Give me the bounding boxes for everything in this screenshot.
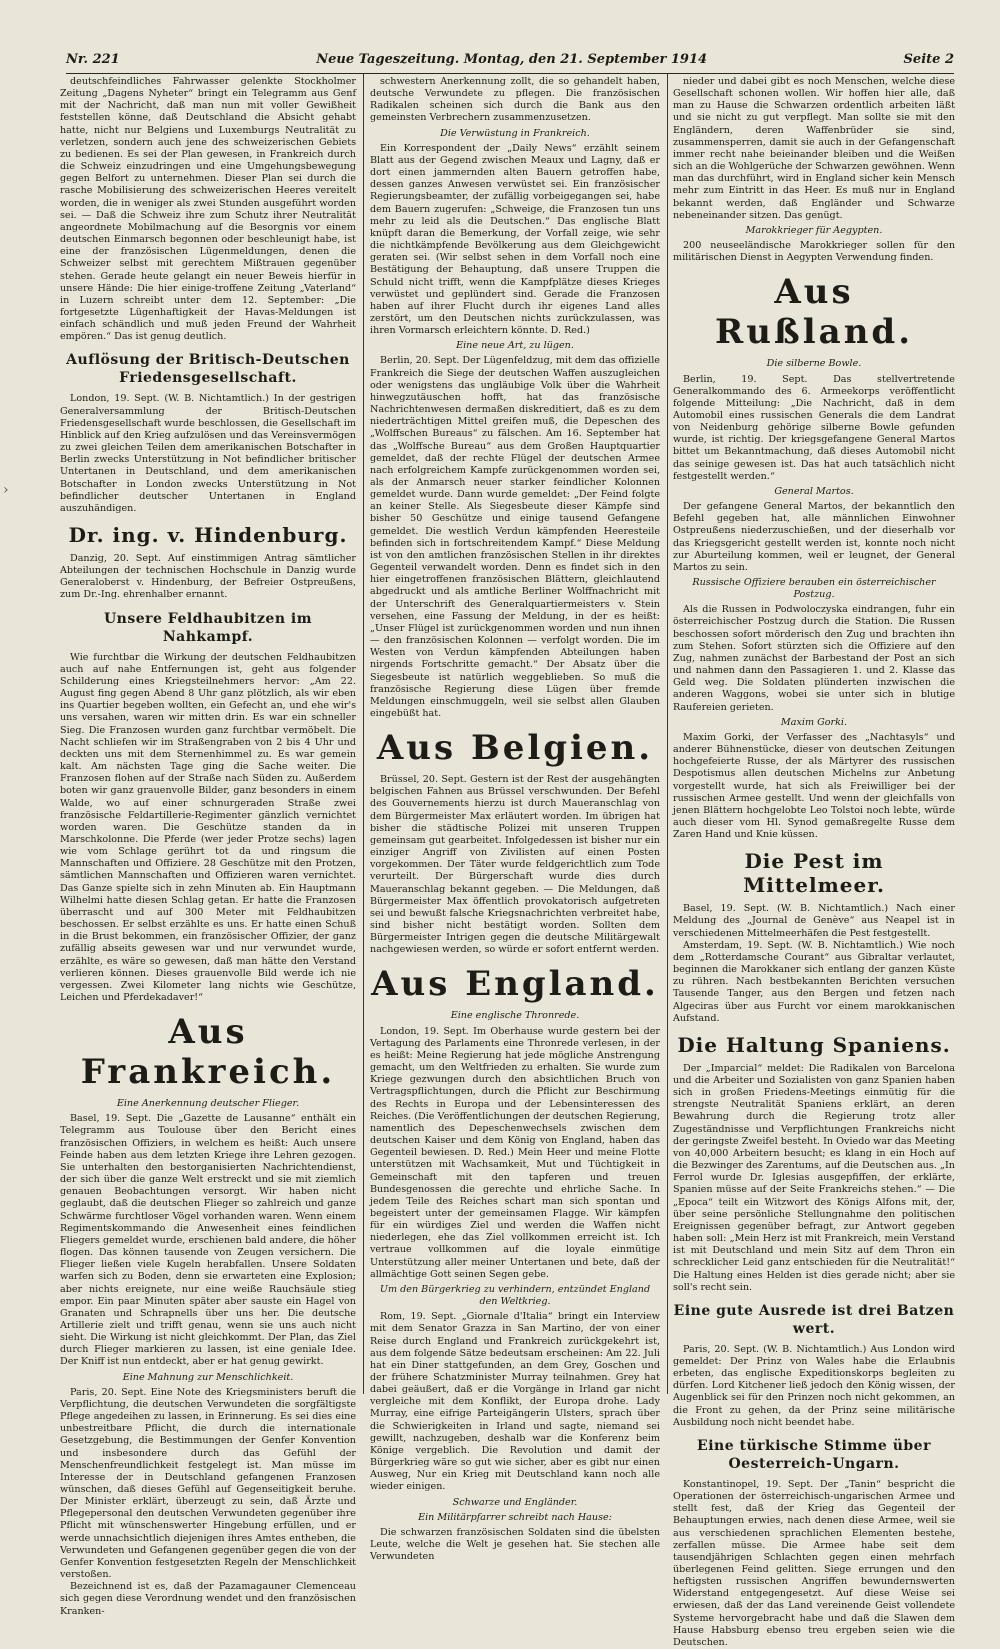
article-text: Ein Korrespondent der „Daily News“ erzählt seinem Blatt aus der Gegend zwischen Meaux und Lagny, daß er dort einen jammernden alten Bauern getroffen habe, dessen ganzes Anwesen verwüstet sei. Ein französischer Regierungsbeamter, der zufällig vorbeigegangen sei, habe dem Bauern zugerufen: „Schweige, die Franzosen tun uns mehr zu leid als die Deutschen.“ Das englische Blatt knüpft daran die Bemerkung, der Vorfall zeige, wie sehr die nichtkämpfende Bevölkerung aus dem Gleichgewicht geraten sei. (Wir selbst sehen in dem Vorfall noch eine Bestätigung der Behauptung, daß unsere Truppen die Schuld nicht trifft, wenn die Kampfplätze dieses Krieges verwüstet und geplündert sind. Gerade die Franzosen haben auf ihrer Flucht durch ihr eigenes Land alles zerstört, um den Deutschen nichts zurückzulassen, was ihren Vormarsch erleichtern könnte. D. Red.) — [370, 142, 660, 337]
article-text: Basel, 19. Sept. Die „Gazette de Lausanne“ enthält ein Telegramm aus Toulouse über den Bericht eines französischen Offiziers, in welchem es heißt: Auch unsere Feinde haben aus dem letzten Kriege ihre Lehren gezogen. Sie unterhalten den bestorganisierten Nachrichtendienst, der sich über die ganze Welt erstreckt und sie mit ziemlich genauen Beobachtungen versorgt. Wir haben nicht geglaubt, daß die deutschen Flieger so zahlreich und ganze Schwärme furchtloser Vögel vorhanden waren. Wenn einem Regimentskommando die Anwesenheit eines feindlichen Fliegers gemeldet wurde, erschienen bald andere, die höher flogen. Das können tausende von Zeugen versichern. Die Flieger ließen viele Kugeln herabfallen. Unsere Soldaten warfen sich zu Boden, denn sie erwarteten eine Explosion; aber nichts ereignete, nur eine weiße Rauchsäule stieg empor. Ein paar Minuten später aber sauste ein Hagel von Granaten und Schrapnells über uns her. Die deutsche Artillerie zielt und trifft genau, wenn sie uns auch nicht sieht. Die Wirkung ist nicht gleichkommt. Der Plan, das Ziel durch Flieger markieren zu lassen, ist eine geniale Idee. Der Kniff ist nun entdeckt, aber er hat genug gewirkt. — [60, 1113, 356, 1368]
headline-pest: Die Pest im Mittelmeer. — [743, 849, 885, 898]
article-text: Der „Imparcial“ meldet: Die Radikalen von Barcelona und die Arbeiter und Sozialisten von ganz Spanien haben sich in großen Friedens-Meetings einmütig für die strengste Neutralität Spaniens erklärt, an deren Bewahrung durch die Regierung trotz aller Zugeständnisse und Verpflichtungen Frankreichs nicht der geringste Zweifel besteht. In Oviedo war das Meeting von 40,000 Arbeitern besucht; es klang in ein Hoch auf die Bezwinger des Zarentums, auf die Deutschen aus. „In Ferrol wurde Dr. Iglesias ausgepfiffen, der erklärte, Spanien müsse auf der Seite Frankreichs stehen.“ — Die „Epoca“ teilt ein Witzwort des Königs Alfons mit, der, über seine persönliche Stellungnahme den politischen Ereignissen gegenüber befragt, zur Antwort gegeben haben soll: „Mein Herz ist mit Frankreich, mein Verstand ist mit Deutschland und mein Sitz auf dem Thron ein schrecklicher Leid ganz entschieden für die Neutralität!“ Die Haltung eines Helden ist dies gerade nicht; aber sie soll's recht sein. — [673, 1062, 955, 1293]
subheading: Ein Militärpfarrer schreibt nach Hause: — [418, 1511, 612, 1523]
issue-number: Nr. 221 — [66, 52, 120, 67]
subheading: Um den Bürgerkrieg zu verhindern, entzündet England den Weltkrieg. — [379, 1283, 651, 1308]
headline-feldhaubitzen: Unsere Feldhaubitzen im Nahkampf. — [103, 610, 313, 645]
article-text: London, 19. Sept. (W. B. Nichtamtlich.) In der gestrigen Generalversammlung der Britisch-Deutschen Friedensgesellschaft wurde beschlossen, die Gesellschaft im Hinblick auf den Krieg aufzulösen und das Vereinsvermögen zu zwei gleichen Teilen dem amerikanischen Botschafter in Berlin zwecks Unterstützung in Not befindlicher britischer Untertanen in Deutschland, und dem amerikanischen Botschafter in London zwecks Unterstützung in Not befindlicher deutscher Untertanen in England auszuhändigen. — [60, 393, 356, 514]
headline-aufloesung: Auflösung der Britisch-Deutschen Friedensgesellschaft. — [66, 352, 350, 387]
article-text: Berlin, 20. Sept. Der Lügenfeldzug, mit dem das offizielle Frankreich die Siege der deutschen Waffen auszugleichen oder wenigstens das ungläubige Volk über die Wahrheit hinwegzutäuschen hofft, hat das französische Nachrichtenwesen dermaßen diskreditiert, daß es zu dem niederträchtigen Mittel greifen muß, die Depeschen des „Wolffschen Bureaus“ zu fälschen. Am 16. September hat das „Wolffsche Bureau“ aus dem Großen Hauptquartier gemeldet, daß der rechte Flügel der deutschen Armee nach erfolgreichem Kampfe zurückgenommen worden sei, als der Anmarsch neuer starker feindlicher Kolonnen gemeldet wurde. Dann wurde gemeldet: „Der Feind folgte an keiner Stelle. Als Siegesbeute dieser Kämpfe sind bisher 50 Geschütze und einige tausend Gefangene gemeldet. Die westlich Verdun kämpfenden Heeresteile befinden sich in fortschreitendem Kampf.“ Diese Meldung ist von den amtlichen französischen Stellen in ihr direktes Gegenteil verwandelt worden. Denn es findet sich in den hier eingetroffenen französischen Blättern, gleichlautend abgedruckt und als amtliche Berliner Wolffnachricht mit der Unterschrift des Generalquartiermeisters v. Stein versehen, eine Fassung der Meldung, in der es heißt: „Unser Flügel ist zurückgenommen worden und nun ihnen — den französischen Kolonnen — verfolgt worden. Die im Westen von Verdun kämpfenden Abteilungen haben nirgends Fortschritte gemacht.“ Der Absatz über die Siegesbeute ist natürlich weggeblieben. So muß die französische Regierung diese Lügen über fremde Meldungen einschmuggeln, weil sie selbst allen Glauben eingebüßt hat. — [370, 355, 660, 719]
page-header — [66, 52, 954, 74]
subheading: Maxim Gorki. — [780, 716, 848, 728]
article-text: Konstantinopel, 19. Sept. Der „Tanin“ bespricht die Operationen der österreichisch-ungarischen Armee und stellt fest, daß der Krieg das Gegenteil der Behauptungen erwies, nach denen diese Armee, weil sie aus verschiedenen sprachlichen Elementen bestehe, zerfallen müsse. Die Armee habe seit dem tausendjährigen Schlachten gegen einen mehrfach überlegenen Feind gelitten. Siege errungen und den heftigsten russischen Angriffen bewundernswerten Widerstand entgegengesetzt. Auf diese Weise sei erwiesen, daß der das Land vereinende Geist vollendete Systeme hervorgebracht habe und daß die Slawen dem Hause Habsburg ebenso treu ergeben seien wie die Deutschen. — [673, 1478, 955, 1648]
column-3 — [673, 76, 955, 1648]
article-text: Die schwarzen französischen Soldaten sind die übelsten Leute, welche die Welt je gesehen hat. Sie stechen alle Verwundeten — [370, 1526, 660, 1563]
subheading: Die silberne Bowle. — [766, 358, 862, 370]
newspaper-title-date: Neue Tageszeitung. Montag, den 21. September 1914 — [316, 52, 708, 67]
headline-spanien: Die Haltung Spaniens. — [677, 1032, 951, 1057]
headline-hindenburg: Dr. ing. v. Hindenburg. — [68, 523, 348, 547]
subheading: General Martos. — [774, 485, 854, 497]
subheading: Eine englische Thronrede. — [450, 1010, 580, 1022]
column-divider — [363, 74, 364, 1394]
article-text: Als die Russen in Podwoloczyska eindrangen, fuhr ein österreichischer Postzug durch die Station. Die Russen beschossen sofort mörderisch den Zug und brachten ihn zum Stehen. Sofort stürzten sich die Offiziere auf den Zug, nahmen zunächst der Barbestand der Post an sich und nahmen dann den Passagieren 1. und 2. Klasse das Geld weg. Die Soldaten plünderten inzwischen die anderen Waggons, wobei sie unter sich in blutige Raufereien gerieten. — [673, 604, 955, 713]
article-text: Bezeichnend ist es, daß der Pazamagauner Clemenceau sich gegen diese Verordnung wendet und den französischen Kranken- — [60, 1581, 356, 1617]
article-text: deutschfeindliches Fahrwasser gelenkte Stockholmer Zeitung „Dagens Nyheter“ bringt ein Telegramm aus Genf mit der Nachricht, daß man nun mit voller Gewißheit feststellen könne, daß Deutschland die Absicht gehabt hatte, nicht nur Belgiens und Luxemburgs Neutralität zu verletzen, sondern auch jene des schweizerischen Gebiets zu bedienen. Es sei der Plan gewesen, in Frankreich durch die Schweiz einzudringen und eine Umgehungsbewegung gegen Belfort zu unternehmen. Dieser Plan sei durch die rasche Mobilisierung des schweizerischen Heeres vereitelt worden, die in weniger als zwei Stunden ausgeführt worden sei. — Daß die Schweiz ihre zum Schutz ihrer Neutralität angeordnete Mobilmachung auf die Besorgnis vor einem deutschen Einmarsch begonnen oder beschleunigt habe, ist eine der französischen Lügenmeldungen, denen die Schweizer selbst mit gerechtem Mißtrauen gegenüber stehen. Gerade heute gelangt ein neuer Beweis hierfür in unsere Hände: Die hier einige-troffene Zeitung „Vaterland“ in Luzern schreibt unter dem 12. September: „Die fortgesetzte Lügenhaftigkeit der Havas-Meldungen ist einfach schändlich und muß jeden Freund der Wahrheit empören.“ Das ist genug deutlich. — [60, 76, 356, 343]
article-text: Danzig, 20. Sept. Auf einstimmigen Antrag sämtlicher Abteilungen der technischen Hochschule in Danzig wurde Generaloberst v. Hindenburg, der Befreier Ostpreußens, zum Dr.-Ing. ehrenhalber ernannt. — [60, 553, 356, 601]
article-text: Paris, 20. Sept. (W. B. Nichtamtlich.) Aus London wird gemeldet: Der Prinz von Wales habe die Erlaubnis erbeten, das englische Expeditionskorps begleiten zu dürfen. Lord Kitchener ließ jedoch den König wissen, der Augenblick sei für den Prinzen noch nicht gekommen, an die Front zu gehen, da der Prinz seine militärische Ausbildung noch nicht beendet habe. — [673, 1343, 955, 1428]
subheading: Eine Mahnung zur Menschlichkeit. — [122, 1371, 294, 1383]
column-1 — [60, 76, 356, 1617]
subheading: Schwarze und Engländer. — [452, 1496, 578, 1508]
page-number: Seite 2 — [903, 52, 954, 67]
article-text: Paris, 20. Sept. Eine Note des Kriegsministers beruft die Verpflichtung, die deutschen Verwundeten die sorgfältigste Pflege angedeihen zu lassen, in Erinnerung. Es sei dies eine unbestreitbare Pflicht, die durch die internationale Gesetzgebung, die Bestimmungen der Genfer Konvention und insbesondere durch das Gefühl der Menschenfreundlichkeit festgelegt ist. Man müsse im Interesse der in Deutschland gefangenen Franzosen wünschen, daß dieses Gefühl auf Gegenseitigkeit beruhe. Der Minister erklärt, überzeugt zu sein, daß Ärzte und Pflegepersonal den deutschen Verwundeten gegenüber ihre Pflicht mit wünschenswerter Hingebung erfüllen, und er werde unnachsichtlich diejenigen ihres Amtes entheben, die Verwundeten und Gefangenen gegenüber gegen die von der Genfer Konvention festgesetzten Regeln der Menschlichkeit verstoßen. — [60, 1386, 356, 1581]
headline-belgien: Aus Belgien. — [376, 728, 654, 769]
article-text: Basel, 19. Sept. (W. B. Nichtamtlich.) Nach einer Meldung des „Journal de Genève“ aus Neapel ist in verschiedenen Mittelmeerhäfen die Pest festgestellt. — [673, 903, 955, 939]
headline-england: Aus England. — [371, 964, 659, 1005]
article-text: schwestern Anerkennung zollt, die so gehandelt haben, deutsche Verwundete zu pflegen. Die französischen Radikalen scheinen sich durch die Bank aus den gemeinsten Verbrechern zusammenzusetzen. — [370, 76, 660, 124]
article-text: Brüssel, 20. Sept. Gestern ist der Rest der ausgehängten belgischen Fahnen aus Brüssel verschwunden. Der Befehl des Gouvernements hierzu ist durch Maueranschlag von dem Bürgermeister Max erläutert worden. Im übrigen hat bisher die städtische Polizei mit unseren Truppen gemeinsam gut gearbeitet. Infolgedessen ist bisher nur ein einziger Angriff von Zivilisten auf einen Posten vorgekommen. Der Täter wurde feldgerichtlich zum Tode verurteilt. Der Bürgerschaft wurde dies durch Maueranschlag bekannt gegeben. — Die Meldungen, daß Bürgermeister Max öffentlich provokatorisch aufgetreten sei und bewußt falsche Kriegsnachrichten verbreitet habe, sind bisher nicht bestätigt worden. Sollten dem Bürgermeister Intrigen gegen die deutsche Militärgewalt nachgewiesen werden, so würde er sofort entfernt werden. — [370, 774, 660, 956]
header-rule — [66, 73, 954, 74]
article-text: 200 neuseeländische Marokkrieger sollen für den militärischen Dienst in Aegypten Verwendung finden. — [673, 240, 955, 264]
subheading: Eine neue Art, zu lügen. — [456, 340, 574, 352]
article-text: nieder und dabei gibt es noch Menschen, welche diese Gesellschaft schonen wollen. Wir hoffen hier alle, daß man zu Hause die Schwarzen ordentlich arbeiten läßt und sie nicht zu gut verpflegt. Man sollte sie mit den Engländern, deren Waffenbrüder sie sind, zusammensperren, damit sie auch in der Gefangenschaft immer recht nahe beieinander bleiben und die Weißen sich an die Wohlgerüche der Schwarzen gewöhnen. Wenn man das durchführt, wird in England sicher kein Mensch mehr zum Eintritt in das Heer. Es muß nur in England bekannt werden, daß Engländer und Schwarze nebeneinander sitzen. Das genügt. — [673, 76, 955, 221]
article-text: Der gefangene General Martos, der bekanntlich den Befehl gegeben hat, alle männlichen Einwohner Ostpreußens niederzuschießen, und der dieserhalb vor das Kriegsgericht gestellt werden ist, konnte noch nicht zur Aburteilung kommen, weil er leugnet, der General Martos zu sein. — [673, 501, 955, 573]
article-text: Rom, 19. Sept. „Giornale d'Italia“ bringt ein Interview mit dem Senator Grazza in San Martino, der von einer Reise durch England und Frankreich zurückgekehrt ist, aus dem folgende Sätze bedeutsam erscheinen: Am 22. Juli hat ein Diner stattgefunden, an dem Grey, Goschen und der frühere Schatzminister Murray teilnahmen. Grey hat dabei geäußert, daß er die Vorgänge in Irland gar nicht vergleiche mit dem Konflikt, der Europa drohe. Lady Murray, eine eifrige Parteigängerin Ulsters, sprach über die Schwierigkeiten in Irland und sagte, niemand sei gewillt, nachzugeben, deshalb war die Konferenz beim Könige vergeblich. Die Revolution und damit der Bürgerkrieg wäre so gut wie sicher, aber es gibt nur einen Ausweg, Nur ein Krieg mit Deutschland kann noch alle wieder einigen. — [370, 1311, 660, 1493]
article-text: Maxim Gorki, der Verfasser des „Nachtasyls“ und anderer Bühnenstücke, dieser von deutschen Zeitungen hochgefeierte Russe, der als Märtyrer des russischen Despotismus allen deutschen Michelns zur Anbetung vorgestellt wurde, hat sich als Freiwilliger bei der russischen Armee gestellt. Und wenn der gleichfalls von jenen Blättern hochgelobte Leo Tolstoi noch lebte, würde auch dieser vom Hl. Synod gemaßregelte Russe dem Zaren Hand und Knie küssen. — [673, 731, 955, 841]
headline-russland: Aus Rußland. — [714, 272, 914, 353]
headline-frankreich: Aus Frankreich. — [80, 1012, 336, 1093]
subheading: Die Verwüstung in Frankreich. — [440, 127, 590, 139]
subheading: Russische Offiziere berauben ein österreichischer Postzug. — [692, 577, 936, 601]
headline-ausrede: Eine gute Ausrede ist drei Batzen wert. — [673, 1302, 955, 1337]
headline-tuerkisch: Eine türkische Stimme über Oesterreich-Ungarn. — [697, 1437, 931, 1472]
article-text: London, 19. Sept. Im Oberhause wurde gestern bei der Vertagung des Parlaments eine Thronrede verlesen, in der es heißt: Meine Regierung hat jede mögliche Anstrengung gemacht, um den Weltfrieden zu erhalten. Sie wurde zum Kriege gezwungen durch den absichtlichen Bruch von Vertragspflichtungen, durch die Pflicht zur Beschirmung des Rechts in Europa und der Lebensinteressen des Reiches. (Die Veröffentlichungen der deutschen Regierung, namentlich des Depeschenwechsels zwischen dem deutschen Kaiser und dem König von England, haben das Gegenteil bewiesen. D. Red.) Mein Heer und meine Flotte unterstützen mit Wachsamkeit, Mut und Tüchtigkeit in Gemeinschaft mit den tapferen und treuen Bundesgenossen die gerechte und ehrliche Sache. In jedem Teile des Reiches schart man sich spontan und begeistert unter der gemeinsamen Flagge. Wir kämpfen für ein würdiges Ziel und werden die Waffen nicht niederlegen, ehe das Ziel vollkommen erreicht ist. Ich vertraue vollkommen auf die loyale einmütige Unterstützung aller meiner Untertanen und bete, daß der allmächtige Gott seinen Segen gebe. — [370, 1025, 660, 1280]
column-divider — [667, 74, 668, 1394]
column-2 — [370, 76, 660, 1563]
article-text: Amsterdam, 19. Sept. (W. B. Nichtamtlich.) Wie noch dem „Rotterdamsche Courant“ aus Gibraltar verlautet, beginnen die Marokkaner sich entlang der ganzen Küste zu rühren. Nach bestbekannten Berichten versuchen Tausende Tanger, aus den Bergen und fetzen nach Algeciras über aus Furcht vor einem marokkanischen Aufstand. — [673, 939, 955, 1024]
subheading: Marokkrieger für Aegypten. — [745, 224, 883, 236]
article-text: Berlin, 19. Sept. Das stellvertretende Generalkommando des 6. Armeekorps veröffentlicht folgende Mitteilung: „Die Nachricht, daß in dem Automobil eines russischen Generals die dem Landrat von Neidenburg gehörige silberne Bowle gefunden wurde, ist richtig. Der kriegsgefangene General Martos bittet um Bekanntmachung, daß dieses Automobil nicht das seinige gewesen ist. Das hat auch tatsächlich nicht festgestellt werden.“ — [673, 373, 955, 482]
article-text: Wie furchtbar die Wirkung der deutschen Feldhaubitzen auch auf nahe Entfernungen ist, geht aus folgender Schilderung eines Kriegsteilnehmers hervor: „Am 22. August fing gegen Abend 8 Uhr ganz plötzlich, als wir eben ins Quartier begeben wollten, ein Gefecht an, und ehe wir's uns versahen, waren wir mitten drin. Es war ein schneller Sieg. Die Franzosen wurden ganz furchtbar vermöbelt. Die Nacht schliefen wir im Straßengraben von 2 bis 4 Uhr und deckten uns mit dem Sternenhimmel zu. Es war gemein kalt. Am nächsten Tage ging die Sache weiter. Die Franzosen flohen auf der Straße nach Süden zu. Außerdem boten wir ganz grauenvolle Bilder, ganz besonders in einem Walde, wo auf einer schnurgeraden Straße zwei französische Feldartillerie-Regimenter gänzlich vernichtet worden waren. Die Geschütze standen da in Marschkolonne. Die Pferde (wer jeder Protze sechs) lagen wie vom Schlage gerührt tot da und ringsum die Mannschaften und Offiziere. 28 Geschütze mit den Protzen, sämtlichen Mannschaften und Offizieren waren vernichtet. Das Ganze spielte sich in zehn Minuten ab. Ein Hauptmann Wilhelmi hatte diesen Schlag getan. Er hatte die Franzosen überrascht und auf 300 Meter mit Feldhaubitzen beschossen. Er selbst erzählte es uns. Er hatte einen Schuß in die Brust bekommen, ein französischer Offizier, der ganz zufällig abseits gewesen war und nur verwundet wurde, erzählte, es wäre so gewesen, daß man hätte den Verstand verlieren können. Dieses grauenvolle Bild werde ich nie vergessen. Zwei Kilometer lang nichts wie Geschütze, Leichen und Pferdekadaver!“ — [60, 651, 356, 1003]
margin-mark: › — [3, 482, 9, 498]
subheading: Eine Anerkennung deutscher Flieger. — [116, 1098, 300, 1110]
